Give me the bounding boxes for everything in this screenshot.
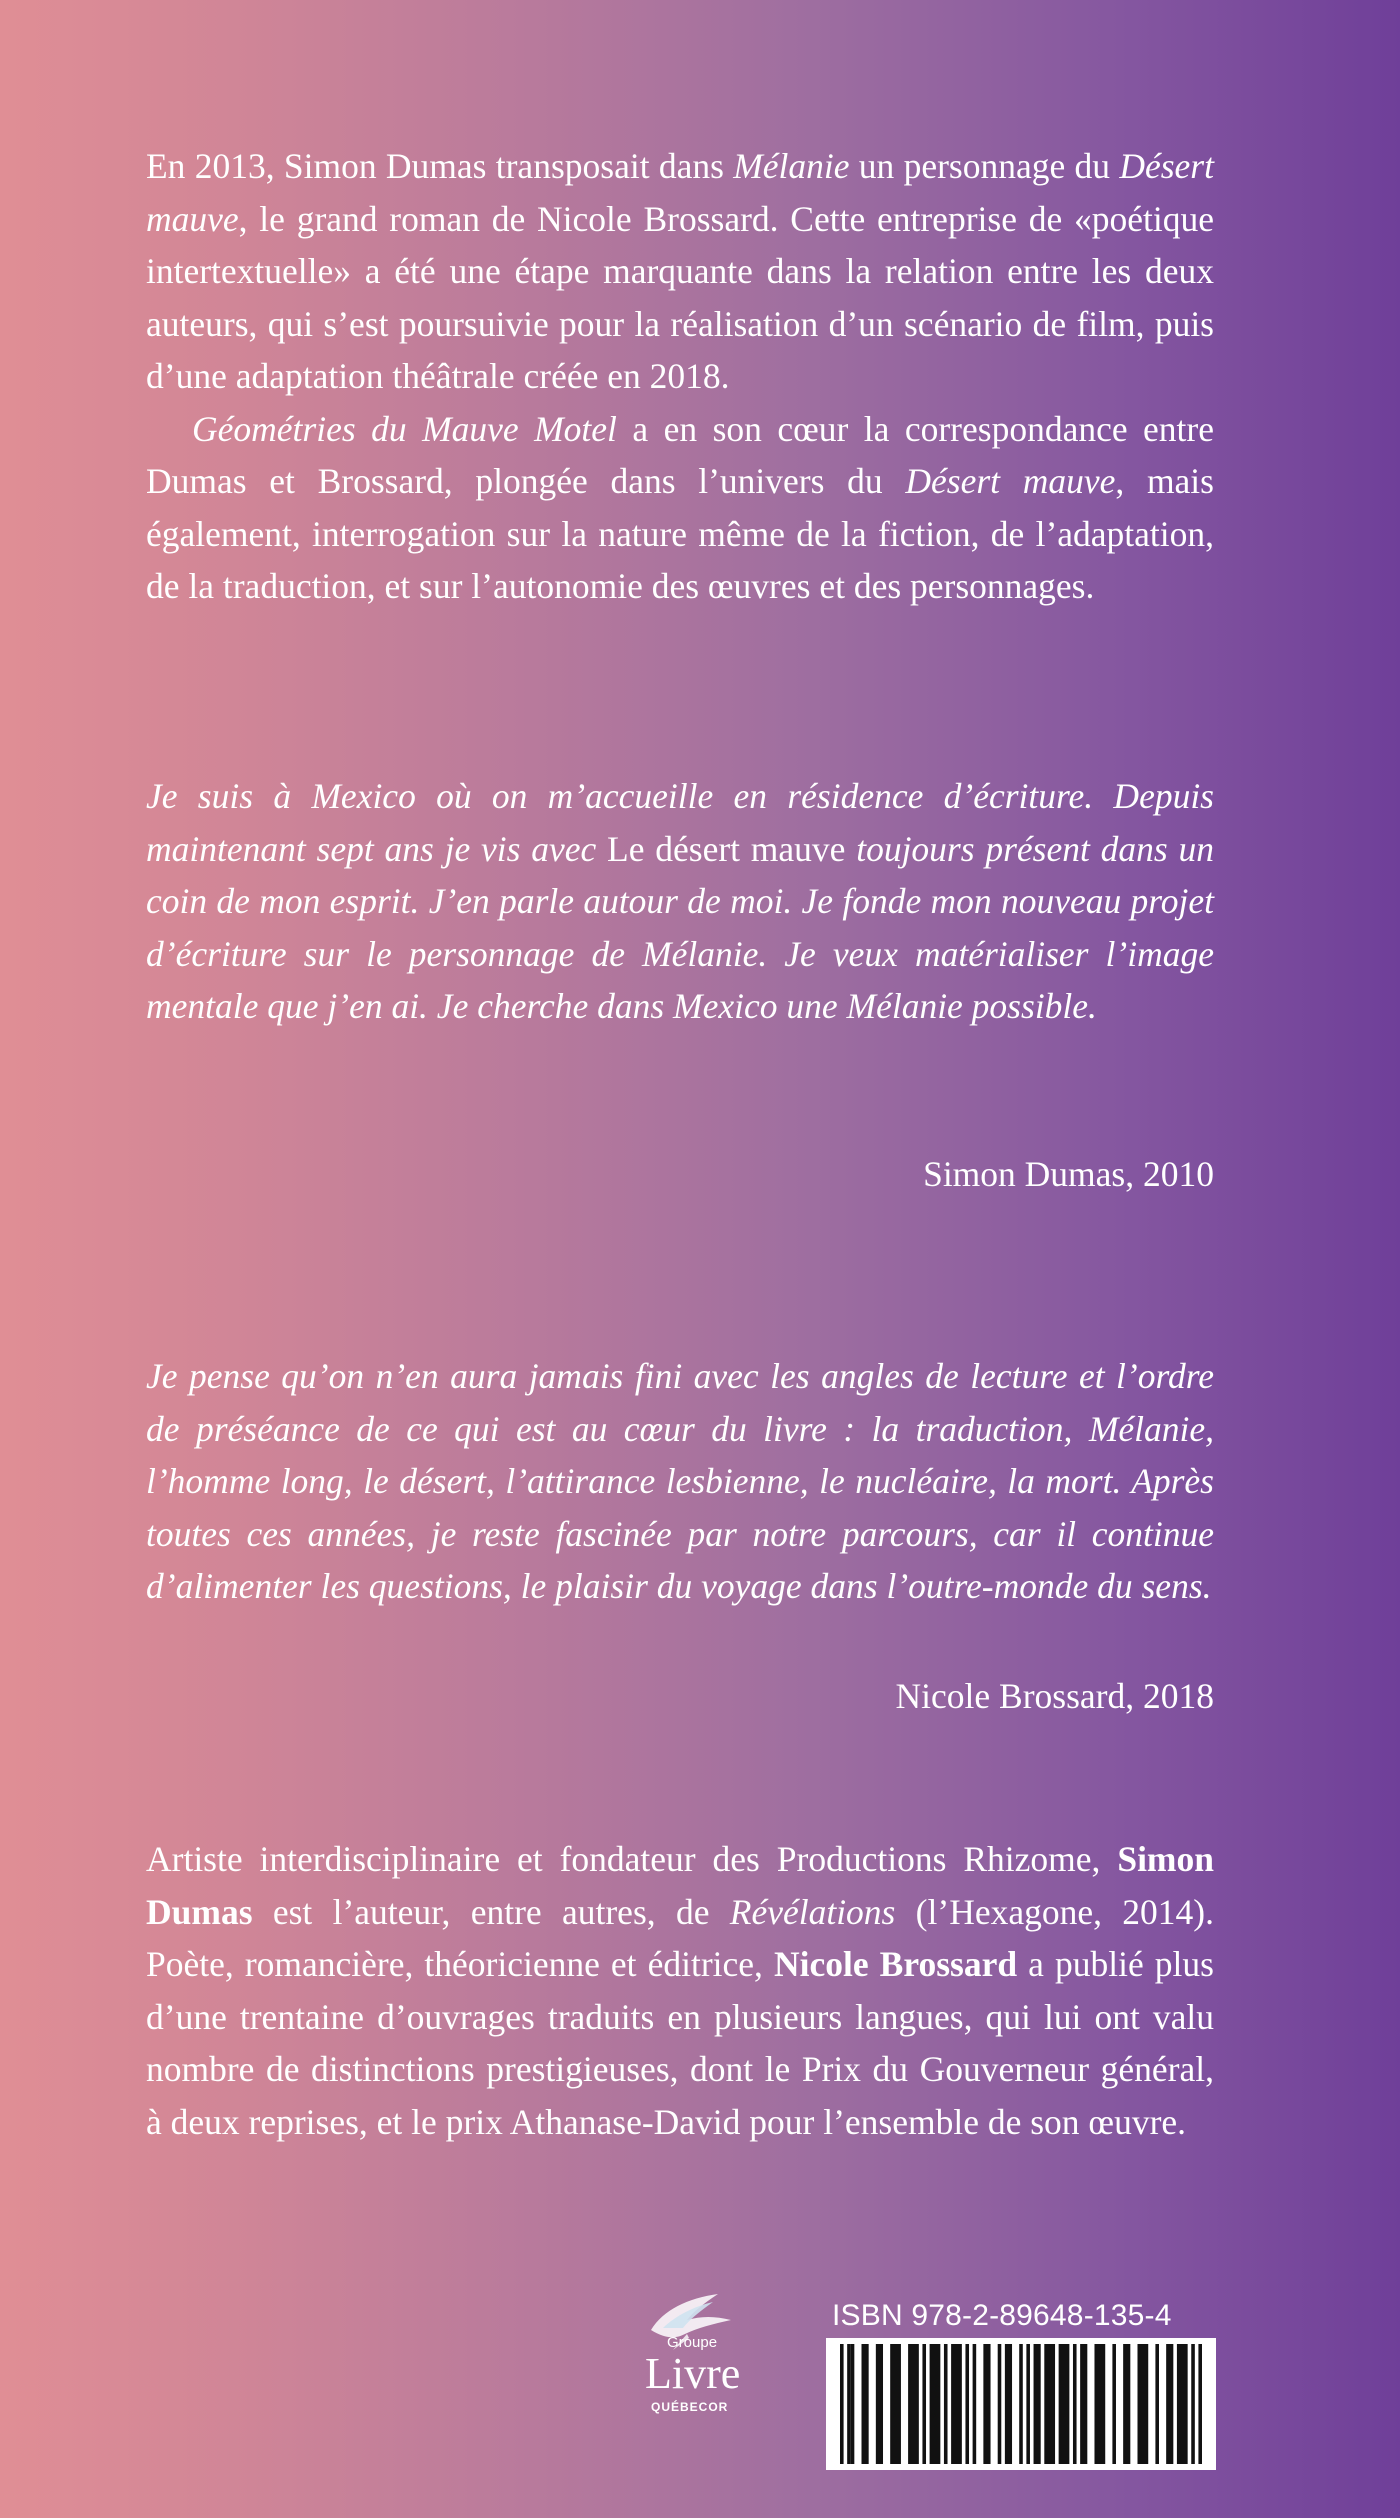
- intro-paragraph-2: [146, 403, 1214, 613]
- intro-p2-title-desert-mauve: Désert mauve: [905, 461, 1116, 501]
- barcode-bar-23: [1094, 2344, 1105, 2464]
- barcode-bars: [836, 2344, 1206, 2464]
- intro-p1-title-melanie: Mélanie: [733, 146, 850, 186]
- barcode-bar-14: [998, 2344, 1002, 2464]
- bio-name-simon-dumas: Simon Dumas: [146, 1839, 1214, 1932]
- barcode-bar-28: [1166, 2344, 1173, 2464]
- publisher-quebecor: QUÉBECOR: [651, 2400, 729, 2414]
- isbn-label: ISBN 978-2-89648-135-4: [832, 2299, 1172, 2332]
- barcode-bar-12: [973, 2344, 977, 2464]
- barcode-bar-6: [908, 2344, 919, 2464]
- barcode-bar-15: [1005, 2344, 1012, 2464]
- publisher-logo: [615, 2290, 765, 2440]
- intro-p2-text-a: a en son cœur la correspondance entre Dumas et Brossard, plongée dans l’univers du: [146, 408, 1214, 501]
- barcode-bar-7: [922, 2344, 926, 2464]
- barcode-bar-31: [1198, 2344, 1202, 2464]
- barcode-bar-17: [1026, 2344, 1030, 2464]
- quote-simon-dumas: [146, 770, 1214, 1033]
- barcode-bar-10: [951, 2344, 962, 2464]
- barcode-bar-27: [1155, 2344, 1159, 2464]
- intro-p2-title-geometries: Géométries du Mauve Motel: [192, 408, 617, 449]
- barcode-bar-0: [840, 2344, 844, 2464]
- bio-text-c: (l’Hexagone, 2014). Poète, romancière, théoricienne et éditrice,: [146, 1891, 1214, 1984]
- barcode-bar-19: [1044, 2344, 1055, 2464]
- barcode-bar-25: [1123, 2344, 1130, 2464]
- intro-p1-text-a: En 2013, Simon Dumas transposait dans: [146, 146, 734, 186]
- publisher-groupe: Groupe: [667, 2334, 718, 2351]
- barcode-bar-21: [1073, 2344, 1077, 2464]
- intro-p2-text-b: , mais également, interrogation sur la nature même de la fiction, de l’adaptation, de la traduction, et sur l’autonomie des œuvres et des personnages.: [146, 461, 1214, 606]
- barcode-bar-3: [862, 2344, 869, 2464]
- quote1-paragraph: [146, 770, 1214, 1033]
- barcode-bar-9: [944, 2344, 948, 2464]
- barcode-bar-24: [1112, 2344, 1116, 2464]
- publisher-livre: Livre: [645, 2349, 741, 2398]
- barcode-bar-20: [1059, 2344, 1070, 2464]
- barcode-bar-2: [851, 2344, 855, 2464]
- intro-p1-text-c: , le grand roman de Nicole Brossard. Cette entreprise de «poétique intertextuelle» a été une étape marquante dans la relation entre les deux auteurs, qui s’est poursuivie pour la réalisation d’un scénario de film, puis d’une adaptation théâtrale créée en 2018.: [146, 198, 1214, 396]
- quote-nicole-brossard: [146, 1350, 1214, 1613]
- bio-text-b: est l’auteur, entre autres, de: [252, 1891, 730, 1932]
- quote1-text-a: Je suis à Mexico où on m’accueille en résidence d’écriture. Depuis maintenant sept ans je vis avec: [146, 776, 1214, 869]
- bio-text-d: a publié plus d’une trentaine d’ouvrages traduits en plusieurs langues, qui lui ont valu nombre de distinctions prestigieuses, dont le Prix du Gouverneur général, à deux reprises, et le prix Athanase-David pour l’ensemble de son œuvre.: [146, 1944, 1214, 2142]
- barcode-bar-8: [930, 2344, 941, 2464]
- barcode-bar-11: [965, 2344, 969, 2464]
- bio-name-nicole-brossard: Nicole Brossard: [773, 1944, 1018, 1984]
- bio-title-revelations: Révélations: [729, 1891, 896, 1932]
- bio-paragraph: [146, 1833, 1214, 2148]
- bio-text-a: Artiste interdisciplinaire et fondateur des Productions Rhizome,: [146, 1839, 1118, 1879]
- barcode-bar-22: [1080, 2344, 1087, 2464]
- quote1-title-desert-mauve: Le désert mauve: [607, 828, 846, 869]
- intro-paragraph-1: [146, 140, 1214, 403]
- barcode-bar-29: [1177, 2344, 1188, 2464]
- barcode-bar-5: [890, 2344, 901, 2464]
- intro-section: [146, 140, 1214, 613]
- quote1-text-b: toujours présent dans un coin de mon esprit. J’en parle autour de moi. Je fonde mon nouveau projet d’écriture sur le personnage de Mélanie. Je veux matérialiser l’image mentale que j’en ai. Je cherche dans Mexico une Mélanie possible.: [146, 828, 1214, 1026]
- quote2-signature: Nicole Brossard, 2018: [895, 1676, 1214, 1716]
- barcode-bar-13: [983, 2344, 990, 2464]
- barcode-bar-26: [1137, 2344, 1148, 2464]
- barcode-bar-4: [876, 2344, 883, 2464]
- quote2-paragraph: Je pense qu’on n’en aura jamais fini avec les angles de lecture et l’ordre de préséance de ce qui est au cœur du livre : la traduction, Mélanie, l’homme long, le désert, l’attirance lesbienne, le nucléaire, la mort. Après toutes ces années, je reste fascinée par notre parcours, car il continue d’alimenter les questions, le plaisir du voyage dans l’outre-monde du sens.: [146, 1356, 1214, 1606]
- quote1-signature: Simon Dumas, 2010: [923, 1154, 1214, 1194]
- author-bio-section: [146, 1833, 1214, 2148]
- barcode-bar-30: [1191, 2344, 1195, 2464]
- barcode-bar-16: [1019, 2344, 1023, 2464]
- barcode: [826, 2338, 1216, 2470]
- intro-p1-text-b: un personnage du: [849, 146, 1120, 186]
- barcode-bar-1: [847, 2344, 851, 2464]
- intro-p1-title-desert-mauve: Désert mauve: [146, 146, 1214, 239]
- barcode-bar-18: [1034, 2344, 1041, 2464]
